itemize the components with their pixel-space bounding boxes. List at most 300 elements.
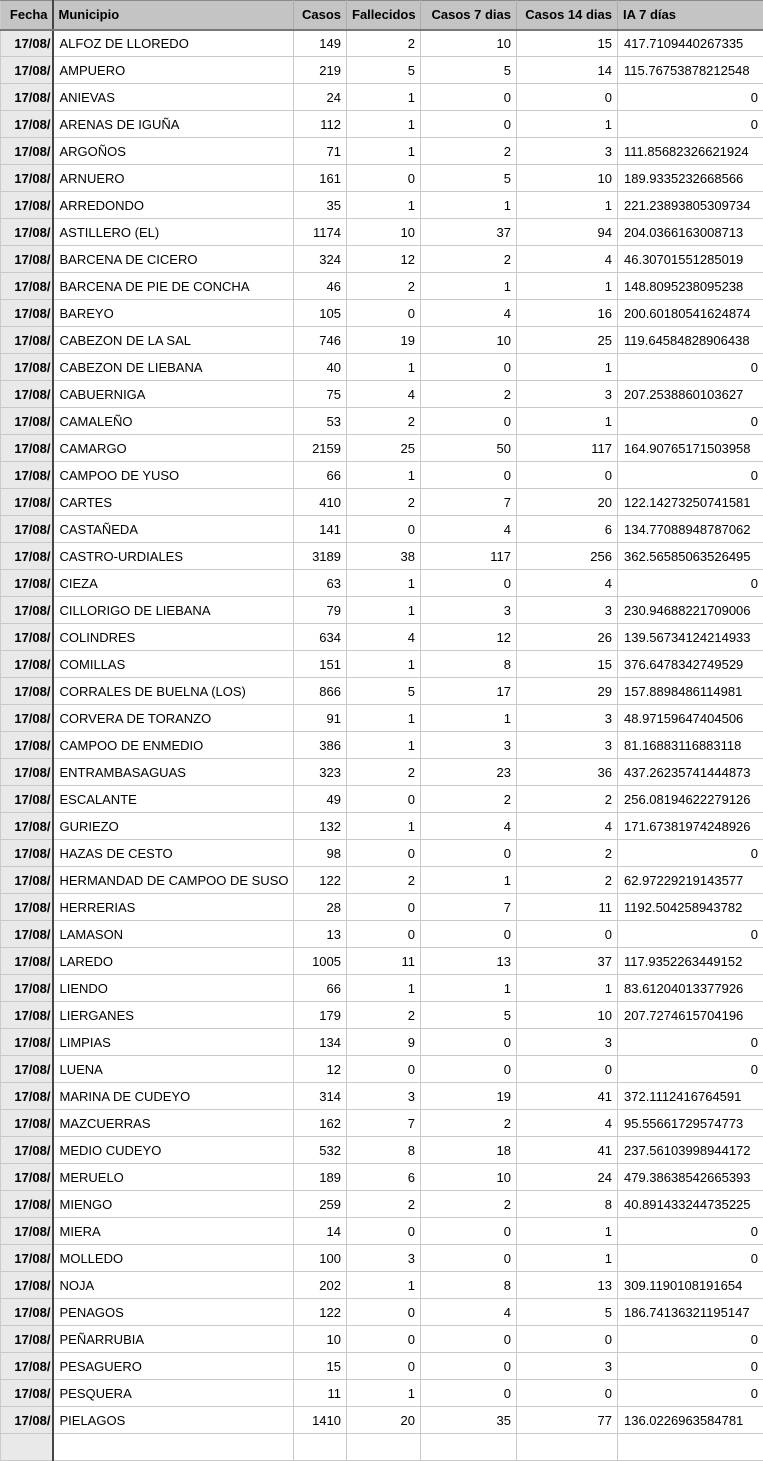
cell-casos7[interactable]: 1 — [421, 273, 517, 300]
cell-casos14[interactable]: 256 — [517, 543, 618, 570]
cell-fecha[interactable]: 17/08/ — [1, 246, 53, 273]
cell-casos7[interactable]: 0 — [421, 1056, 517, 1083]
cell-casos[interactable]: 386 — [294, 732, 347, 759]
cell-fallecidos[interactable]: 1 — [347, 597, 421, 624]
cell-fecha[interactable]: 17/08/ — [1, 300, 53, 327]
cell-ia7[interactable]: 0 — [618, 1218, 763, 1245]
cell-fecha[interactable]: 17/08/ — [1, 597, 53, 624]
cell-casos[interactable]: 314 — [294, 1083, 347, 1110]
cell-casos[interactable]: 71 — [294, 138, 347, 165]
cell-fecha[interactable]: 17/08/ — [1, 381, 53, 408]
cell-fallecidos[interactable]: 1 — [347, 732, 421, 759]
cell-fecha[interactable]: 17/08/ — [1, 354, 53, 381]
cell-casos[interactable]: 162 — [294, 1110, 347, 1137]
cell-casos[interactable]: 746 — [294, 327, 347, 354]
cell-ia7[interactable]: 95.55661729574773 — [618, 1110, 763, 1137]
cell-fallecidos[interactable]: 4 — [347, 624, 421, 651]
cell-municipio[interactable]: LIENDO — [53, 975, 294, 1002]
cell-casos14[interactable]: 1 — [517, 1218, 618, 1245]
cell-casos14[interactable]: 3 — [517, 1029, 618, 1056]
cell-fallecidos[interactable]: 2 — [347, 867, 421, 894]
cell-ia7[interactable]: 362.56585063526495 — [618, 543, 763, 570]
cell-casos[interactable]: 532 — [294, 1137, 347, 1164]
cell-ia7[interactable]: 437.26235741444873 — [618, 759, 763, 786]
cell-fallecidos[interactable]: 0 — [347, 894, 421, 921]
cell-casos14[interactable]: 117 — [517, 435, 618, 462]
cell-casos[interactable]: 151 — [294, 651, 347, 678]
cell-casos[interactable]: 11 — [294, 1380, 347, 1407]
cell-ia7[interactable]: 0 — [618, 462, 763, 489]
cell-casos14[interactable]: 24 — [517, 1164, 618, 1191]
cell-fecha[interactable]: 17/08/ — [1, 570, 53, 597]
cell-municipio[interactable]: COMILLAS — [53, 651, 294, 678]
cell-fallecidos[interactable]: 0 — [347, 1218, 421, 1245]
cell-ia7[interactable]: 207.2538860103627 — [618, 381, 763, 408]
cell-fecha[interactable]: 17/08/ — [1, 705, 53, 732]
cell-municipio[interactable]: CARTES — [53, 489, 294, 516]
cell-casos14[interactable]: 4 — [517, 246, 618, 273]
cell-fecha[interactable]: 17/08/ — [1, 1407, 53, 1434]
cell-fecha[interactable]: 17/08/ — [1, 408, 53, 435]
cell-casos[interactable]: 53 — [294, 408, 347, 435]
cell-casos[interactable]: 141 — [294, 516, 347, 543]
cell-casos14[interactable]: 2 — [517, 840, 618, 867]
cell-casos14[interactable]: 3 — [517, 138, 618, 165]
cell-fecha[interactable]: 17/08/ — [1, 624, 53, 651]
cell-ia7[interactable]: 0 — [618, 111, 763, 138]
cell-casos7[interactable]: 5 — [421, 1002, 517, 1029]
cell-municipio[interactable]: ALFOZ DE LLOREDO — [53, 30, 294, 57]
cell-casos[interactable]: 98 — [294, 840, 347, 867]
cell-municipio[interactable]: LAMASON — [53, 921, 294, 948]
cell-municipio[interactable]: CABEZON DE LIEBANA — [53, 354, 294, 381]
cell-casos7[interactable]: 0 — [421, 111, 517, 138]
cell-ia7[interactable]: 83.61204013377926 — [618, 975, 763, 1002]
cell-ia7[interactable]: 256.08194622279126 — [618, 786, 763, 813]
cell-fallecidos[interactable]: 1 — [347, 84, 421, 111]
cell-fecha[interactable]: 17/08/ — [1, 111, 53, 138]
column-header-casos14[interactable]: Casos 14 dias — [517, 1, 618, 30]
cell-fecha[interactable]: 17/08/ — [1, 57, 53, 84]
cell-fecha[interactable]: 17/08/ — [1, 435, 53, 462]
cell-casos[interactable]: 79 — [294, 597, 347, 624]
cell-ia7[interactable]: 48.97159647404506 — [618, 705, 763, 732]
cell-fecha[interactable]: 17/08/ — [1, 489, 53, 516]
cell-municipio[interactable]: ARNUERO — [53, 165, 294, 192]
cell-casos14[interactable]: 0 — [517, 1380, 618, 1407]
cell-fallecidos[interactable]: 5 — [347, 678, 421, 705]
cell-ia7[interactable]: 164.90765171503958 — [618, 435, 763, 462]
cell-municipio[interactable]: HERRERIAS — [53, 894, 294, 921]
cell-ia7[interactable]: 479.38638542665393 — [618, 1164, 763, 1191]
cell-fecha[interactable]: 17/08/ — [1, 1218, 53, 1245]
cell-casos[interactable]: 66 — [294, 462, 347, 489]
cell-municipio[interactable]: CAMPOO DE ENMEDIO — [53, 732, 294, 759]
cell-fallecidos[interactable]: 11 — [347, 948, 421, 975]
cell-ia7[interactable]: 0 — [618, 921, 763, 948]
cell-fecha[interactable]: 17/08/ — [1, 759, 53, 786]
cell-ia7[interactable]: 136.0226963584781 — [618, 1407, 763, 1434]
cell-casos7[interactable]: 0 — [421, 1380, 517, 1407]
cell-casos14[interactable]: 1 — [517, 273, 618, 300]
cell-municipio[interactable]: MARINA DE CUDEYO — [53, 1083, 294, 1110]
cell-casos7[interactable]: 1 — [421, 867, 517, 894]
cell-municipio[interactable]: PESAGUERO — [53, 1353, 294, 1380]
cell-casos[interactable]: 10 — [294, 1326, 347, 1353]
cell-municipio[interactable]: ARGOÑOS — [53, 138, 294, 165]
cell-fallecidos[interactable]: 0 — [347, 300, 421, 327]
cell-ia7[interactable]: 139.56734124214933 — [618, 624, 763, 651]
cell-casos7[interactable]: 12 — [421, 624, 517, 651]
cell-fallecidos[interactable]: 1 — [347, 651, 421, 678]
cell-casos7[interactable]: 10 — [421, 30, 517, 57]
cell-fallecidos[interactable]: 2 — [347, 759, 421, 786]
cell-ia7[interactable]: 1192.504258943782 — [618, 894, 763, 921]
cell-casos14[interactable]: 10 — [517, 165, 618, 192]
cell-ia7[interactable]: 111.85682326621924 — [618, 138, 763, 165]
cell-casos14[interactable]: 15 — [517, 30, 618, 57]
cell-fallecidos[interactable]: 1 — [347, 705, 421, 732]
cell-fecha[interactable]: 17/08/ — [1, 975, 53, 1002]
cell-casos7[interactable]: 0 — [421, 408, 517, 435]
cell-fecha[interactable]: 17/08/ — [1, 1137, 53, 1164]
cell-fallecidos[interactable]: 0 — [347, 165, 421, 192]
cell-casos7[interactable]: 2 — [421, 246, 517, 273]
cell-casos[interactable]: 35 — [294, 192, 347, 219]
cell-ia7[interactable]: 40.891433244735225 — [618, 1191, 763, 1218]
column-header-casos[interactable]: Casos — [294, 1, 347, 30]
cell-casos14[interactable]: 15 — [517, 651, 618, 678]
cell-casos[interactable]: 105 — [294, 300, 347, 327]
cell-municipio[interactable]: CASTAÑEDA — [53, 516, 294, 543]
cell-fecha[interactable]: 17/08/ — [1, 516, 53, 543]
cell-municipio[interactable]: MIERA — [53, 1218, 294, 1245]
cell-fallecidos[interactable]: 6 — [347, 1164, 421, 1191]
cell-casos7[interactable]: 8 — [421, 651, 517, 678]
cell-casos14[interactable]: 37 — [517, 948, 618, 975]
cell-casos[interactable]: 40 — [294, 354, 347, 381]
cell-fecha[interactable]: 17/08/ — [1, 1191, 53, 1218]
cell-casos14[interactable]: 0 — [517, 462, 618, 489]
cell-municipio[interactable]: LIMPIAS — [53, 1029, 294, 1056]
cell-fallecidos[interactable]: 0 — [347, 1326, 421, 1353]
cell-casos[interactable]: 1174 — [294, 219, 347, 246]
cell-casos[interactable]: 24 — [294, 84, 347, 111]
cell-casos14[interactable]: 4 — [517, 813, 618, 840]
column-header-ia7[interactable]: IA 7 días — [618, 1, 763, 30]
cell-casos14[interactable]: 0 — [517, 1326, 618, 1353]
cell-ia7[interactable]: 186.74136321195147 — [618, 1299, 763, 1326]
cell-ia7[interactable]: 0 — [618, 840, 763, 867]
cell-casos7[interactable]: 1 — [421, 975, 517, 1002]
cell-casos7[interactable]: 17 — [421, 678, 517, 705]
cell-municipio[interactable]: ARENAS DE IGUÑA — [53, 111, 294, 138]
cell-casos7[interactable]: 0 — [421, 1326, 517, 1353]
cell-casos7[interactable]: 117 — [421, 543, 517, 570]
cell-fecha[interactable]: 17/08/ — [1, 1326, 53, 1353]
cell-fecha[interactable]: 17/08/ — [1, 1272, 53, 1299]
cell-fallecidos[interactable]: 1 — [347, 354, 421, 381]
cell-fallecidos[interactable]: 12 — [347, 246, 421, 273]
cell-ia7[interactable]: 237.56103998944172 — [618, 1137, 763, 1164]
cell-ia7[interactable]: 417.7109440267335 — [618, 30, 763, 57]
cell-municipio[interactable]: MERUELO — [53, 1164, 294, 1191]
cell-fecha[interactable]: 17/08/ — [1, 192, 53, 219]
cell-casos[interactable]: 91 — [294, 705, 347, 732]
cell-ia7[interactable]: 372.1112416764591 — [618, 1083, 763, 1110]
cell-ia7[interactable]: 115.76753878212548 — [618, 57, 763, 84]
cell-fecha[interactable]: 17/08/ — [1, 84, 53, 111]
cell-fallecidos[interactable]: 0 — [347, 1056, 421, 1083]
cell-casos7[interactable]: 7 — [421, 489, 517, 516]
cell-casos14[interactable]: 1 — [517, 111, 618, 138]
cell-municipio[interactable]: MIENGO — [53, 1191, 294, 1218]
cell-ia7[interactable]: 134.77088948787062 — [618, 516, 763, 543]
cell-casos14[interactable]: 77 — [517, 1407, 618, 1434]
cell-casos[interactable]: 179 — [294, 1002, 347, 1029]
cell-casos7[interactable]: 2 — [421, 138, 517, 165]
cell-fallecidos[interactable]: 1 — [347, 1380, 421, 1407]
cell-ia7[interactable]: 0 — [618, 1353, 763, 1380]
cell-casos14[interactable]: 1 — [517, 408, 618, 435]
cell-casos14[interactable]: 41 — [517, 1137, 618, 1164]
cell-casos[interactable]: 14 — [294, 1218, 347, 1245]
cell-municipio[interactable]: BARCENA DE PIE DE CONCHA — [53, 273, 294, 300]
cell-casos7[interactable]: 37 — [421, 219, 517, 246]
cell-municipio[interactable]: COLINDRES — [53, 624, 294, 651]
cell-municipio[interactable]: CORRALES DE BUELNA (LOS) — [53, 678, 294, 705]
cell-casos7[interactable]: 2 — [421, 381, 517, 408]
cell-casos[interactable]: 1410 — [294, 1407, 347, 1434]
column-header-fallecidos[interactable]: Fallecidos — [347, 1, 421, 30]
cell-fecha[interactable]: 17/08/ — [1, 813, 53, 840]
cell-fallecidos[interactable]: 0 — [347, 921, 421, 948]
cell-fecha[interactable]: 17/08/ — [1, 1002, 53, 1029]
cell-casos7[interactable]: 8 — [421, 1272, 517, 1299]
cell-fecha[interactable]: 17/08/ — [1, 786, 53, 813]
cell-casos14[interactable]: 2 — [517, 867, 618, 894]
cell-fecha[interactable]: 17/08/ — [1, 543, 53, 570]
cell-casos[interactable]: 132 — [294, 813, 347, 840]
cell-casos[interactable]: 28 — [294, 894, 347, 921]
cell-municipio[interactable]: CAMARGO — [53, 435, 294, 462]
cell-ia7[interactable]: 0 — [618, 1029, 763, 1056]
cell-fecha[interactable]: 17/08/ — [1, 1029, 53, 1056]
cell-casos[interactable]: 100 — [294, 1245, 347, 1272]
cell-ia7[interactable]: 0 — [618, 354, 763, 381]
cell-casos7[interactable]: 13 — [421, 948, 517, 975]
cell-municipio[interactable]: PEÑARRUBIA — [53, 1326, 294, 1353]
cell-municipio[interactable]: BARCENA DE CICERO — [53, 246, 294, 273]
cell-casos7[interactable]: 2 — [421, 786, 517, 813]
cell-casos[interactable]: 13 — [294, 921, 347, 948]
cell-casos14[interactable]: 41 — [517, 1083, 618, 1110]
cell-casos[interactable]: 134 — [294, 1029, 347, 1056]
cell-casos7[interactable]: 0 — [421, 462, 517, 489]
cell-fecha[interactable]: 17/08/ — [1, 732, 53, 759]
cell-fallecidos[interactable]: 25 — [347, 435, 421, 462]
cell-fecha[interactable]: 17/08/ — [1, 1245, 53, 1272]
cell-municipio[interactable]: AMPUERO — [53, 57, 294, 84]
cell-fallecidos[interactable]: 1 — [347, 462, 421, 489]
cell-fallecidos[interactable]: 9 — [347, 1029, 421, 1056]
cell-casos7[interactable]: 0 — [421, 921, 517, 948]
cell-municipio[interactable]: LIERGANES — [53, 1002, 294, 1029]
cell-municipio[interactable]: CILLORIGO DE LIEBANA — [53, 597, 294, 624]
cell-municipio[interactable]: ESCALANTE — [53, 786, 294, 813]
cell-fecha[interactable]: 17/08/ — [1, 921, 53, 948]
cell-casos7[interactable]: 7 — [421, 894, 517, 921]
cell-casos[interactable]: 1005 — [294, 948, 347, 975]
cell-casos14[interactable]: 16 — [517, 300, 618, 327]
cell-fecha[interactable]: 17/08/ — [1, 1083, 53, 1110]
cell-ia7[interactable]: 62.97229219143577 — [618, 867, 763, 894]
cell-fecha[interactable]: 17/08/ — [1, 651, 53, 678]
cell-fecha[interactable]: 17/08/ — [1, 1164, 53, 1191]
cell-municipio[interactable]: LUENA — [53, 1056, 294, 1083]
cell-casos[interactable]: 46 — [294, 273, 347, 300]
cell-fallecidos[interactable]: 0 — [347, 1299, 421, 1326]
cell-fallecidos[interactable]: 3 — [347, 1083, 421, 1110]
cell-ia7[interactable]: 0 — [618, 1056, 763, 1083]
cell-municipio[interactable]: GURIEZO — [53, 813, 294, 840]
cell-fallecidos[interactable]: 4 — [347, 381, 421, 408]
cell-municipio[interactable]: PENAGOS — [53, 1299, 294, 1326]
cell-ia7[interactable]: 221.23893805309734 — [618, 192, 763, 219]
column-header-fecha[interactable]: Fecha — [1, 1, 53, 30]
cell-municipio[interactable]: BAREYO — [53, 300, 294, 327]
cell-casos14[interactable]: 1 — [517, 192, 618, 219]
cell-fecha[interactable]: 17/08/ — [1, 1380, 53, 1407]
cell-casos[interactable]: 323 — [294, 759, 347, 786]
cell-municipio[interactable]: MAZCUERRAS — [53, 1110, 294, 1137]
cell-fallecidos[interactable]: 1 — [347, 192, 421, 219]
cell-casos14[interactable]: 1 — [517, 354, 618, 381]
cell-fecha[interactable]: 17/08/ — [1, 1056, 53, 1083]
cell-casos14[interactable]: 3 — [517, 381, 618, 408]
column-header-municipio[interactable]: Municipio — [53, 1, 294, 30]
cell-fallecidos[interactable]: 2 — [347, 1002, 421, 1029]
cell-casos14[interactable]: 36 — [517, 759, 618, 786]
cell-fallecidos[interactable]: 1 — [347, 975, 421, 1002]
cell-casos14[interactable]: 0 — [517, 921, 618, 948]
cell-municipio[interactable]: HAZAS DE CESTO — [53, 840, 294, 867]
cell-municipio[interactable]: CIEZA — [53, 570, 294, 597]
cell-casos7[interactable]: 3 — [421, 732, 517, 759]
cell-fecha[interactable]: 17/08/ — [1, 840, 53, 867]
cell-casos7[interactable]: 5 — [421, 57, 517, 84]
cell-fallecidos[interactable]: 0 — [347, 1353, 421, 1380]
cell-casos[interactable]: 63 — [294, 570, 347, 597]
cell-municipio[interactable]: CORVERA DE TORANZO — [53, 705, 294, 732]
cell-ia7[interactable]: 376.6478342749529 — [618, 651, 763, 678]
cell-ia7[interactable]: 46.30701551285019 — [618, 246, 763, 273]
cell-casos14[interactable]: 3 — [517, 1353, 618, 1380]
cell-casos7[interactable]: 0 — [421, 1218, 517, 1245]
cell-fecha[interactable]: 17/08/ — [1, 165, 53, 192]
cell-fecha[interactable]: 17/08/ — [1, 138, 53, 165]
cell-casos14[interactable]: 5 — [517, 1299, 618, 1326]
cell-casos[interactable]: 161 — [294, 165, 347, 192]
cell-fallecidos[interactable]: 3 — [347, 1245, 421, 1272]
cell-casos7[interactable]: 0 — [421, 840, 517, 867]
cell-ia7[interactable]: 189.9335232668566 — [618, 165, 763, 192]
cell-ia7[interactable]: 0 — [618, 1245, 763, 1272]
cell-fecha[interactable]: 17/08/ — [1, 1299, 53, 1326]
cell-fallecidos[interactable]: 2 — [347, 273, 421, 300]
cell-casos7[interactable]: 0 — [421, 1353, 517, 1380]
cell-ia7[interactable]: 122.14273250741581 — [618, 489, 763, 516]
cell-municipio[interactable]: ENTRAMBASAGUAS — [53, 759, 294, 786]
cell-casos7[interactable]: 1 — [421, 705, 517, 732]
cell-casos14[interactable]: 0 — [517, 84, 618, 111]
cell-fallecidos[interactable]: 2 — [347, 1191, 421, 1218]
cell-ia7[interactable]: 0 — [618, 1380, 763, 1407]
cell-casos[interactable]: 634 — [294, 624, 347, 651]
cell-fallecidos[interactable]: 1 — [347, 1272, 421, 1299]
cell-casos7[interactable]: 4 — [421, 516, 517, 543]
cell-fallecidos[interactable]: 5 — [347, 57, 421, 84]
cell-casos7[interactable]: 19 — [421, 1083, 517, 1110]
cell-fallecidos[interactable]: 2 — [347, 489, 421, 516]
cell-casos7[interactable]: 5 — [421, 165, 517, 192]
cell-fecha[interactable]: 17/08/ — [1, 894, 53, 921]
cell-casos[interactable]: 49 — [294, 786, 347, 813]
cell-ia7[interactable]: 117.9352263449152 — [618, 948, 763, 975]
cell-casos[interactable]: 410 — [294, 489, 347, 516]
cell-ia7[interactable]: 230.94688221709006 — [618, 597, 763, 624]
cell-fallecidos[interactable]: 2 — [347, 408, 421, 435]
cell-casos[interactable]: 149 — [294, 30, 347, 57]
cell-casos14[interactable]: 3 — [517, 705, 618, 732]
cell-casos[interactable]: 202 — [294, 1272, 347, 1299]
cell-casos[interactable]: 3189 — [294, 543, 347, 570]
cell-municipio[interactable]: ANIEVAS — [53, 84, 294, 111]
cell-casos[interactable]: 122 — [294, 867, 347, 894]
cell-casos14[interactable]: 25 — [517, 327, 618, 354]
cell-casos7[interactable]: 0 — [421, 570, 517, 597]
cell-ia7[interactable]: 309.1190108191654 — [618, 1272, 763, 1299]
cell-fallecidos[interactable]: 8 — [347, 1137, 421, 1164]
cell-fallecidos[interactable]: 0 — [347, 516, 421, 543]
cell-fallecidos[interactable]: 0 — [347, 840, 421, 867]
cell-fecha[interactable]: 17/08/ — [1, 327, 53, 354]
cell-casos14[interactable]: 3 — [517, 597, 618, 624]
column-header-casos7[interactable]: Casos 7 dias — [421, 1, 517, 30]
cell-fallecidos[interactable]: 7 — [347, 1110, 421, 1137]
cell-casos14[interactable]: 2 — [517, 786, 618, 813]
cell-fecha[interactable]: 17/08/ — [1, 678, 53, 705]
cell-casos[interactable]: 15 — [294, 1353, 347, 1380]
cell-ia7[interactable]: 0 — [618, 1326, 763, 1353]
cell-casos14[interactable]: 11 — [517, 894, 618, 921]
cell-casos14[interactable]: 0 — [517, 1056, 618, 1083]
cell-casos[interactable]: 12 — [294, 1056, 347, 1083]
cell-fallecidos[interactable]: 38 — [347, 543, 421, 570]
cell-casos[interactable]: 66 — [294, 975, 347, 1002]
cell-casos[interactable]: 122 — [294, 1299, 347, 1326]
cell-municipio[interactable]: CASTRO-URDIALES — [53, 543, 294, 570]
cell-casos7[interactable]: 2 — [421, 1191, 517, 1218]
cell-municipio[interactable]: PIELAGOS — [53, 1407, 294, 1434]
cell-municipio[interactable]: CABEZON DE LA SAL — [53, 327, 294, 354]
cell-fecha[interactable]: 17/08/ — [1, 867, 53, 894]
cell-casos7[interactable]: 10 — [421, 327, 517, 354]
cell-municipio[interactable]: NOJA — [53, 1272, 294, 1299]
cell-casos7[interactable]: 1 — [421, 192, 517, 219]
cell-casos[interactable]: 75 — [294, 381, 347, 408]
cell-ia7[interactable]: 171.67381974248926 — [618, 813, 763, 840]
